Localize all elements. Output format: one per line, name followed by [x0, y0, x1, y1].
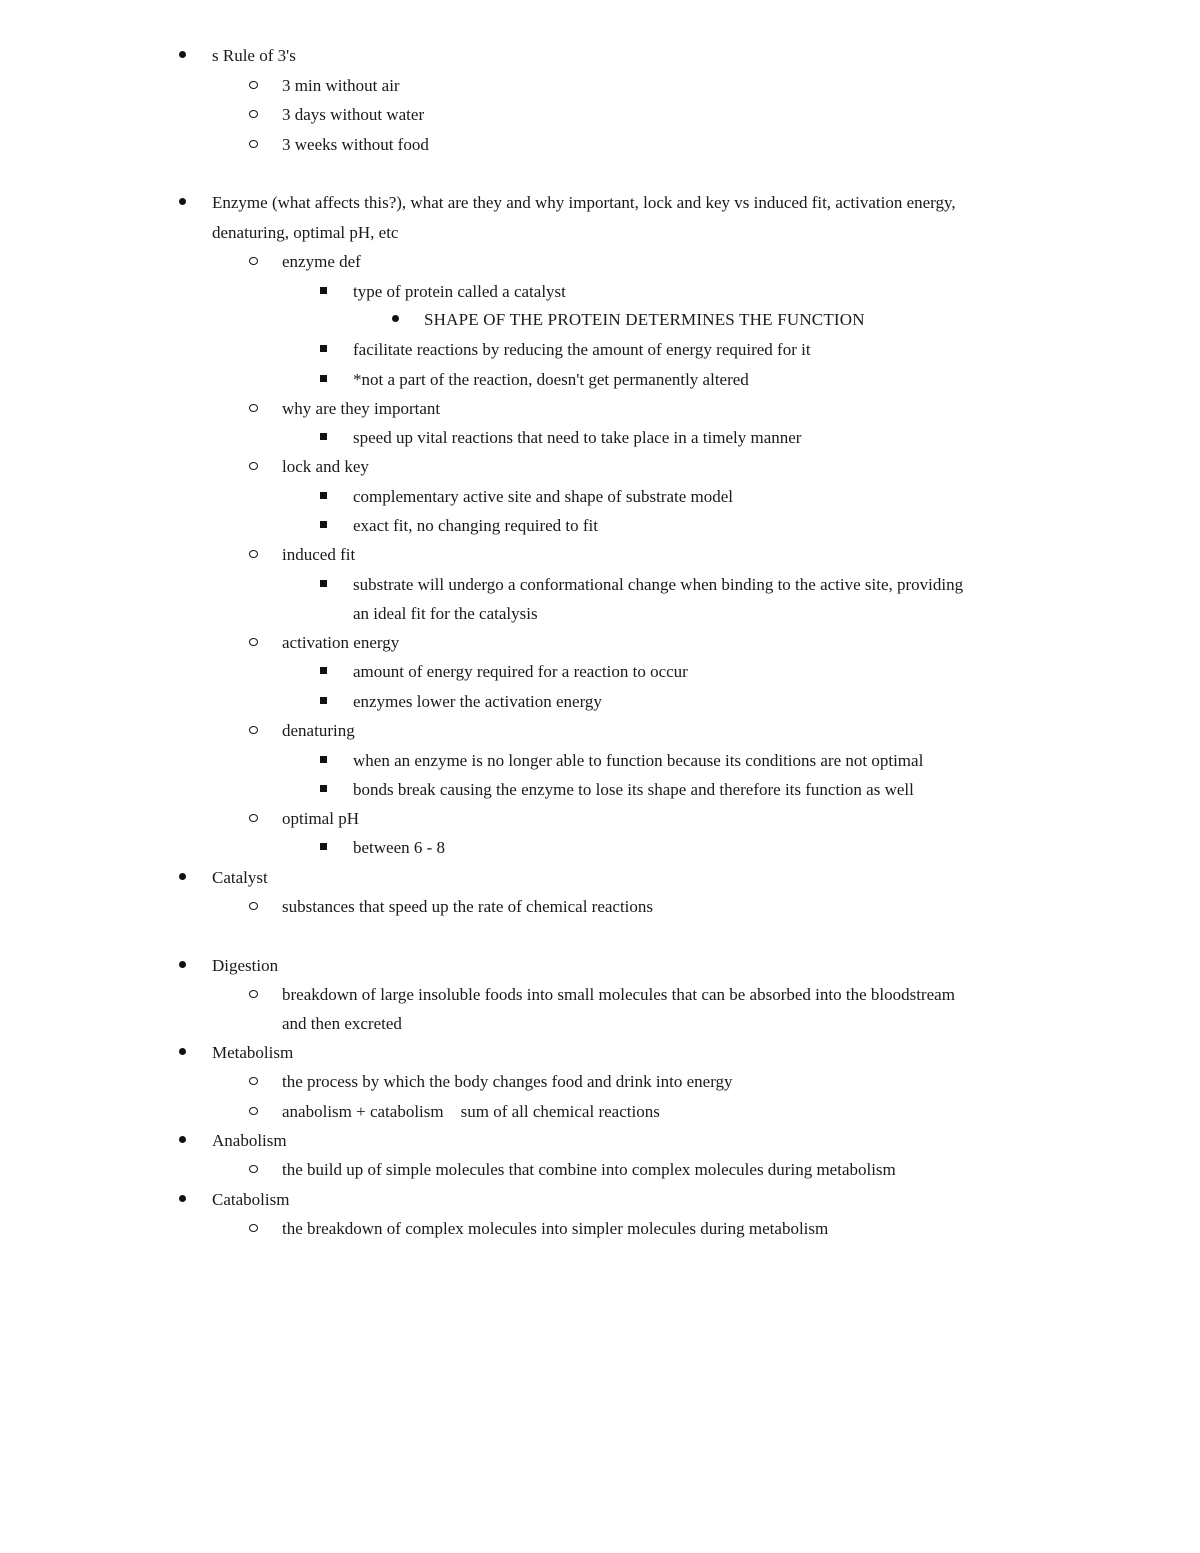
- bullet-circle: [246, 544, 260, 566]
- bullet-circle: [246, 1218, 260, 1240]
- bullet-dot: [175, 45, 189, 67]
- bullet-circle: [246, 251, 260, 273]
- bullet-circle: [246, 104, 260, 126]
- bullet-dot: [175, 1042, 189, 1064]
- list-item: facilitate reactions by reducing the amount of energy required for it: [353, 340, 811, 359]
- list-item: enzymes lower the activation energy: [353, 692, 602, 711]
- enzyme-heading-line2: denaturing, optimal pH, etc: [212, 223, 399, 242]
- list-item: substances that speed up the rate of chemical reactions: [282, 897, 654, 916]
- bullet-square: [316, 281, 330, 303]
- bullet-dot: [175, 955, 189, 977]
- bullet-square: [316, 750, 330, 772]
- bullet-circle: [246, 75, 260, 97]
- list-item: bonds break causing the enzyme to lose its shape and therefore its function as well: [353, 780, 914, 799]
- bullet-square: [316, 486, 330, 508]
- bullet-square: [316, 779, 330, 801]
- list-item-continuation: and then excreted: [282, 1014, 402, 1033]
- rule-of-3s-heading: s Rule of 3's: [212, 46, 296, 65]
- list-item: the build up of simple molecules that combine into complex molecules during metabolism: [282, 1160, 896, 1179]
- metabolism-heading: Metabolism: [212, 1043, 294, 1062]
- bullet-circle: [246, 1101, 260, 1123]
- bullet-dot: [388, 309, 402, 331]
- catalyst-heading: Catalyst: [212, 868, 268, 887]
- induced-fit-label: induced fit: [282, 545, 356, 564]
- list-item: complementary active site and shape of substrate model: [353, 487, 734, 506]
- list-item: amount of energy required for a reaction to occur: [353, 662, 688, 681]
- bullet-square: [316, 427, 330, 449]
- list-item: substrate will undergo a conformational change when binding to the active site, providing: [353, 575, 964, 594]
- list-item-continuation: an ideal fit for the catalysis: [353, 604, 538, 623]
- list-item: 3 weeks without food: [282, 135, 429, 154]
- list-item: SHAPE OF THE PROTEIN DETERMINES THE FUNCTION: [424, 310, 865, 329]
- ph-label: optimal pH: [282, 809, 359, 828]
- bullet-circle: [246, 398, 260, 420]
- list-item: when an enzyme is no longer able to function because its conditions are not optimal: [353, 751, 924, 770]
- anabolism-heading: Anabolism: [212, 1131, 287, 1150]
- catabolism-heading: Catabolism: [212, 1190, 290, 1209]
- list-item: *not a part of the reaction, doesn't get permanently altered: [353, 370, 749, 389]
- bullet-square: [316, 339, 330, 361]
- bullet-circle: [246, 896, 260, 918]
- list-item: type of protein called a catalyst: [353, 282, 566, 301]
- bullet-circle: [246, 134, 260, 156]
- bullet-circle: [246, 632, 260, 654]
- bullet-square: [316, 574, 330, 596]
- bullet-dot: [175, 192, 189, 214]
- bullet-circle: [246, 1071, 260, 1093]
- digestion-heading: Digestion: [212, 956, 279, 975]
- list-item: between 6 - 8: [353, 838, 446, 857]
- bullet-square: [316, 661, 330, 683]
- list-item: 3 days without water: [282, 105, 425, 124]
- bullet-dot: [175, 1189, 189, 1211]
- denaturing-label: denaturing: [282, 721, 355, 740]
- bullet-square: [316, 515, 330, 537]
- bullet-circle: [246, 720, 260, 742]
- activation-label: activation energy: [282, 633, 400, 652]
- bullet-circle: [246, 456, 260, 478]
- enzyme-heading-line1: Enzyme (what affects this?), what are they and why important, lock and key vs induced fit, activation energy,: [212, 193, 956, 212]
- bullet-square: [316, 837, 330, 859]
- bullet-square: [316, 691, 330, 713]
- lock-key-label: lock and key: [282, 457, 369, 476]
- enzyme-def-label: enzyme def: [282, 252, 361, 271]
- list-item: the process by which the body changes food and drink into energy: [282, 1072, 733, 1091]
- bullet-dot: [175, 867, 189, 889]
- bullet-circle: [246, 984, 260, 1006]
- list-item: the breakdown of complex molecules into simpler molecules during metabolism: [282, 1219, 829, 1238]
- important-label: why are they important: [282, 399, 441, 418]
- bullet-dot: [175, 1130, 189, 1152]
- bullet-circle: [246, 808, 260, 830]
- list-item: speed up vital reactions that need to take place in a timely manner: [353, 428, 802, 447]
- list-item: exact fit, no changing required to fit: [353, 516, 598, 535]
- bullet-circle: [246, 1159, 260, 1181]
- list-item: anabolism + catabolism sum of all chemical reactions: [282, 1102, 660, 1121]
- list-item: 3 min without air: [282, 76, 400, 95]
- list-item: breakdown of large insoluble foods into small molecules that can be absorbed into the bloodstream: [282, 985, 955, 1004]
- bullet-square: [316, 369, 330, 391]
